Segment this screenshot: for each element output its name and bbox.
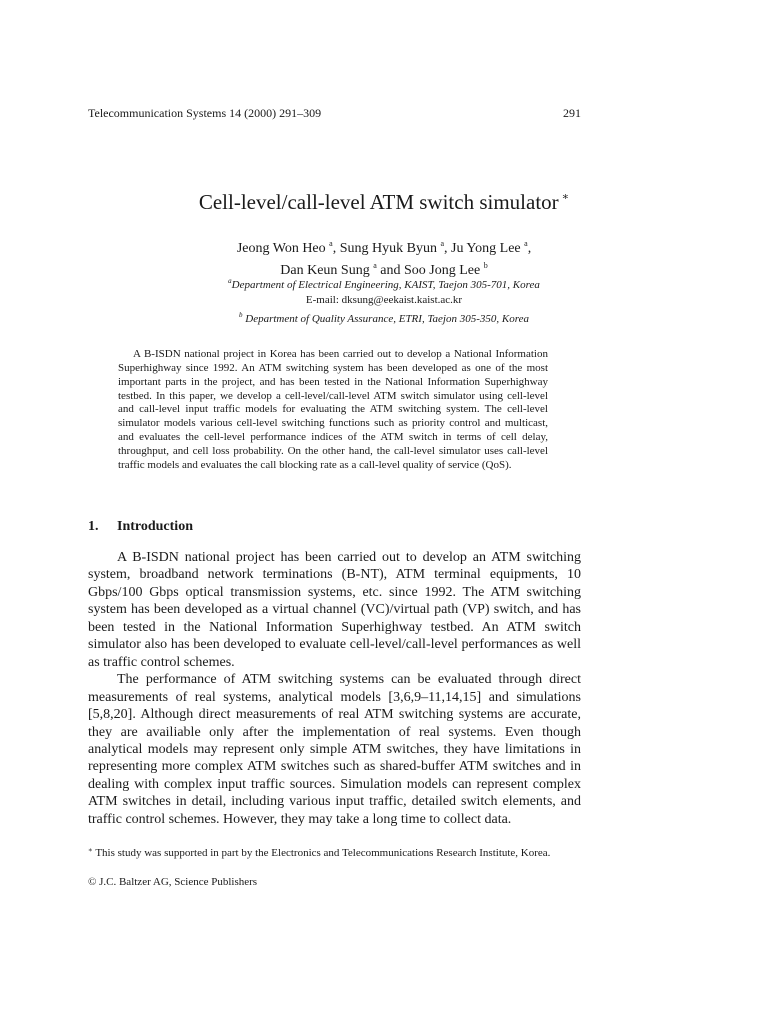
paragraph: A B-ISDN national project has been carried out to develop an ATM switching system, broadband network terminations (B-NT), ATM terminal equipments, 10 Gbps/100 Gbps optical transmission systems, etc. since 1992. The ATM switching system has been developed as a virtual channel (VC)/virtual path (VP) switch, and has been tested in the National Information Superhighway testbed. An ATM switch simulator also has been developed to evaluate cell-level/call-level performances as well as traffic control schemes.	[88, 550, 581, 670]
affiliation-b-mark: b	[239, 311, 243, 319]
footnote-mark: ∗	[88, 846, 93, 854]
paper-title-text: Cell-level/call-level ATM switch simulator	[198, 190, 559, 214]
author-affiliation-mark: a	[329, 239, 333, 248]
affiliations	[0, 274, 768, 327]
footnote	[88, 846, 581, 859]
author-name: Soo Jong Lee	[404, 263, 484, 278]
affiliation-a	[0, 274, 768, 293]
author-affiliation-mark: a	[373, 261, 377, 270]
affiliation-a-mark: a	[228, 277, 232, 285]
section-title: Introduction	[117, 519, 193, 534]
footnote-text: This study was supported in part by the Electronics and Telecommunications Research Institute, Korea.	[95, 847, 551, 859]
body-text	[88, 549, 581, 828]
section-number: 1.	[88, 519, 99, 534]
affiliation-b	[0, 308, 768, 327]
page-number: 291	[563, 106, 581, 120]
author-name: Sung Hyuk Byun	[339, 241, 441, 256]
affiliation-b-text: Department of Quality Assurance, ETRI, Taejon 305-350, Korea	[245, 313, 529, 325]
running-head	[88, 106, 581, 121]
author-affiliation-mark: b	[483, 261, 488, 270]
section-heading	[88, 519, 193, 535]
author-affiliation-mark: a	[440, 239, 444, 248]
author-affiliation-mark: a	[524, 239, 528, 248]
publisher-notice: © J.C. Baltzer AG, Science Publishers	[88, 876, 258, 888]
author-list	[0, 235, 768, 279]
journal-citation: Telecommunication Systems 14 (2000) 291–309	[88, 106, 322, 120]
affiliation-a-text: Department of Electrical Engineering, KAIST, Taejon 305-701, Korea	[231, 279, 540, 291]
author-name: Dan Keun Sung	[280, 263, 374, 278]
paragraph: The performance of ATM switching systems can be evaluated through direct measurements of real systems, analytical models [3,6,9–11,14,15] and simulations [5,8,20]. Although direct measurements of real ATM switching systems are accurate, they are availiable only after the implementation of real systems. Even though analytical models may represent only simple ATM switches, they have limitations in representing more complex ATM switches such as shared-buffer ATM switches and in dealing with complex input traffic sources. Simulation models can represent complex ATM switches in detail, including various input traffic, detailed switch elements, and traffic control schemes. However, they may take a long time to collect data.	[88, 672, 581, 827]
author-line-1: Jeong Won Heo $^a$, Sung Hyuk Byun $^a$, Ju Yong Lee $^a$,	[236, 239, 532, 256]
author-name: Ju Yong Lee	[451, 241, 525, 256]
author-line-2: Dan Keun Sung $^a$ and Soo Jong Lee $^b$	[280, 261, 488, 278]
title-footnote-mark: ∗	[561, 191, 570, 203]
paper-title	[0, 190, 768, 215]
abstract: A B-ISDN national project in Korea has been carried out to develop a National Information Superhighway since 1992. An ATM switching system has been developed as one of the most important parts in the project, and has been tested in the National Information Superhighway testbed. In this paper, we develop a cell-level/call-level ATM switch simulator using cell-level and call-level input traffic models for evaluating the ATM switching system. The cell-level simulator models various cell-level switching functions such as priority control and multicast, and evaluates the cell-level performance indices of the ATM switch in terms of cell delay, throughput, and cell loss probability. On the other hand, the call-level simulator uses call-level traffic models and evaluates the call blocking rate as a call-level quality of service (QoS).	[118, 348, 548, 471]
contact-email: E-mail: dksung@eekaist.kaist.ac.kr	[305, 294, 463, 306]
author-name: Jeong Won Heo	[236, 241, 330, 256]
